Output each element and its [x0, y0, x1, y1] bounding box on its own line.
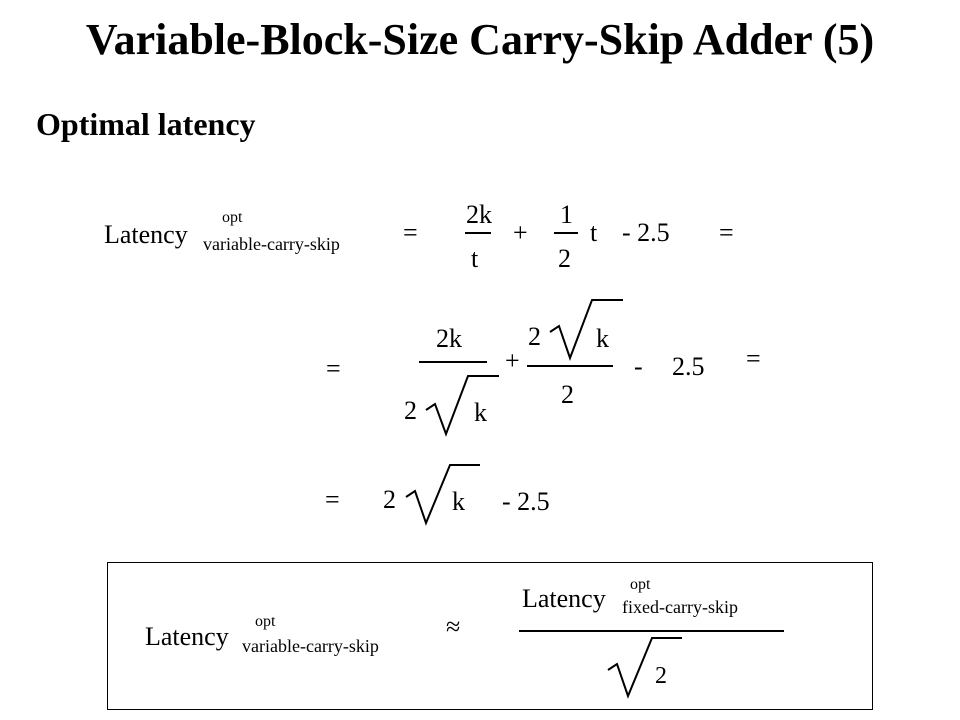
result-latency-sup: opt: [255, 613, 276, 630]
eq2-frac1-den-coef: 2: [404, 396, 417, 425]
eq2-frac2-denominator: 2: [561, 380, 574, 409]
eq1-frac2-denominator: 2: [558, 244, 571, 273]
eq3-radicand: k: [452, 487, 465, 516]
result-num-latency: Latency: [522, 584, 606, 613]
eq1-latency-sup: opt: [222, 209, 243, 226]
slide-title: Variable-Block-Size Carry-Skip Adder (5): [85, 15, 875, 64]
eq1-frac1-bar: [465, 232, 491, 234]
eq2-frac2-bar: [527, 365, 613, 367]
eq1-constant: - 2.5: [622, 218, 670, 247]
sqrt-icon: [404, 465, 484, 525]
eq2-frac2-num-radicand: k: [596, 324, 609, 353]
eq2-plus: +: [505, 346, 520, 375]
result-num-sup: opt: [630, 576, 651, 593]
result-approx: ≈: [446, 612, 461, 641]
eq1-t-term: t: [590, 218, 598, 247]
sqrt-icon: [424, 376, 504, 436]
eq2-equals-left: =: [326, 354, 341, 383]
sqrt-icon: [606, 638, 686, 698]
eq1-latency: Latency: [104, 220, 188, 249]
eq2-constant: 2.5: [672, 352, 705, 381]
eq3-equals: =: [325, 485, 340, 514]
eq1-frac1-denominator: t: [471, 244, 479, 273]
eq2-frac1-numerator: 2k: [436, 324, 462, 353]
eq3-coef: 2: [383, 485, 396, 514]
result-fraction-bar: [519, 630, 784, 632]
eq1-frac1-numerator: 2k: [466, 200, 492, 229]
eq1-frac2-numerator: 1: [560, 200, 573, 229]
eq1-frac2-bar: [554, 232, 578, 234]
result-num-sub: fixed-carry-skip: [622, 597, 738, 617]
eq1-plus: +: [513, 218, 528, 247]
result-latency: Latency: [145, 622, 229, 651]
eq2-frac2-num-coef: 2: [528, 322, 541, 351]
result-latency-sub: variable-carry-skip: [242, 636, 379, 656]
eq1-latency-sub: variable-carry-skip: [203, 234, 340, 254]
eq3-constant: - 2.5: [502, 487, 550, 516]
eq1-equals-right: =: [719, 218, 734, 247]
eq2-frac1-bar: [419, 361, 487, 363]
eq1-equals-left: =: [403, 218, 418, 247]
eq2-frac1-den-radicand: k: [474, 398, 487, 427]
eq2-minus: -: [634, 352, 643, 381]
result-den-radicand: 2: [655, 663, 667, 689]
slide-subtitle: Optimal latency: [36, 106, 256, 142]
eq2-equals-right: =: [746, 344, 761, 373]
sqrt-icon: [548, 300, 628, 360]
